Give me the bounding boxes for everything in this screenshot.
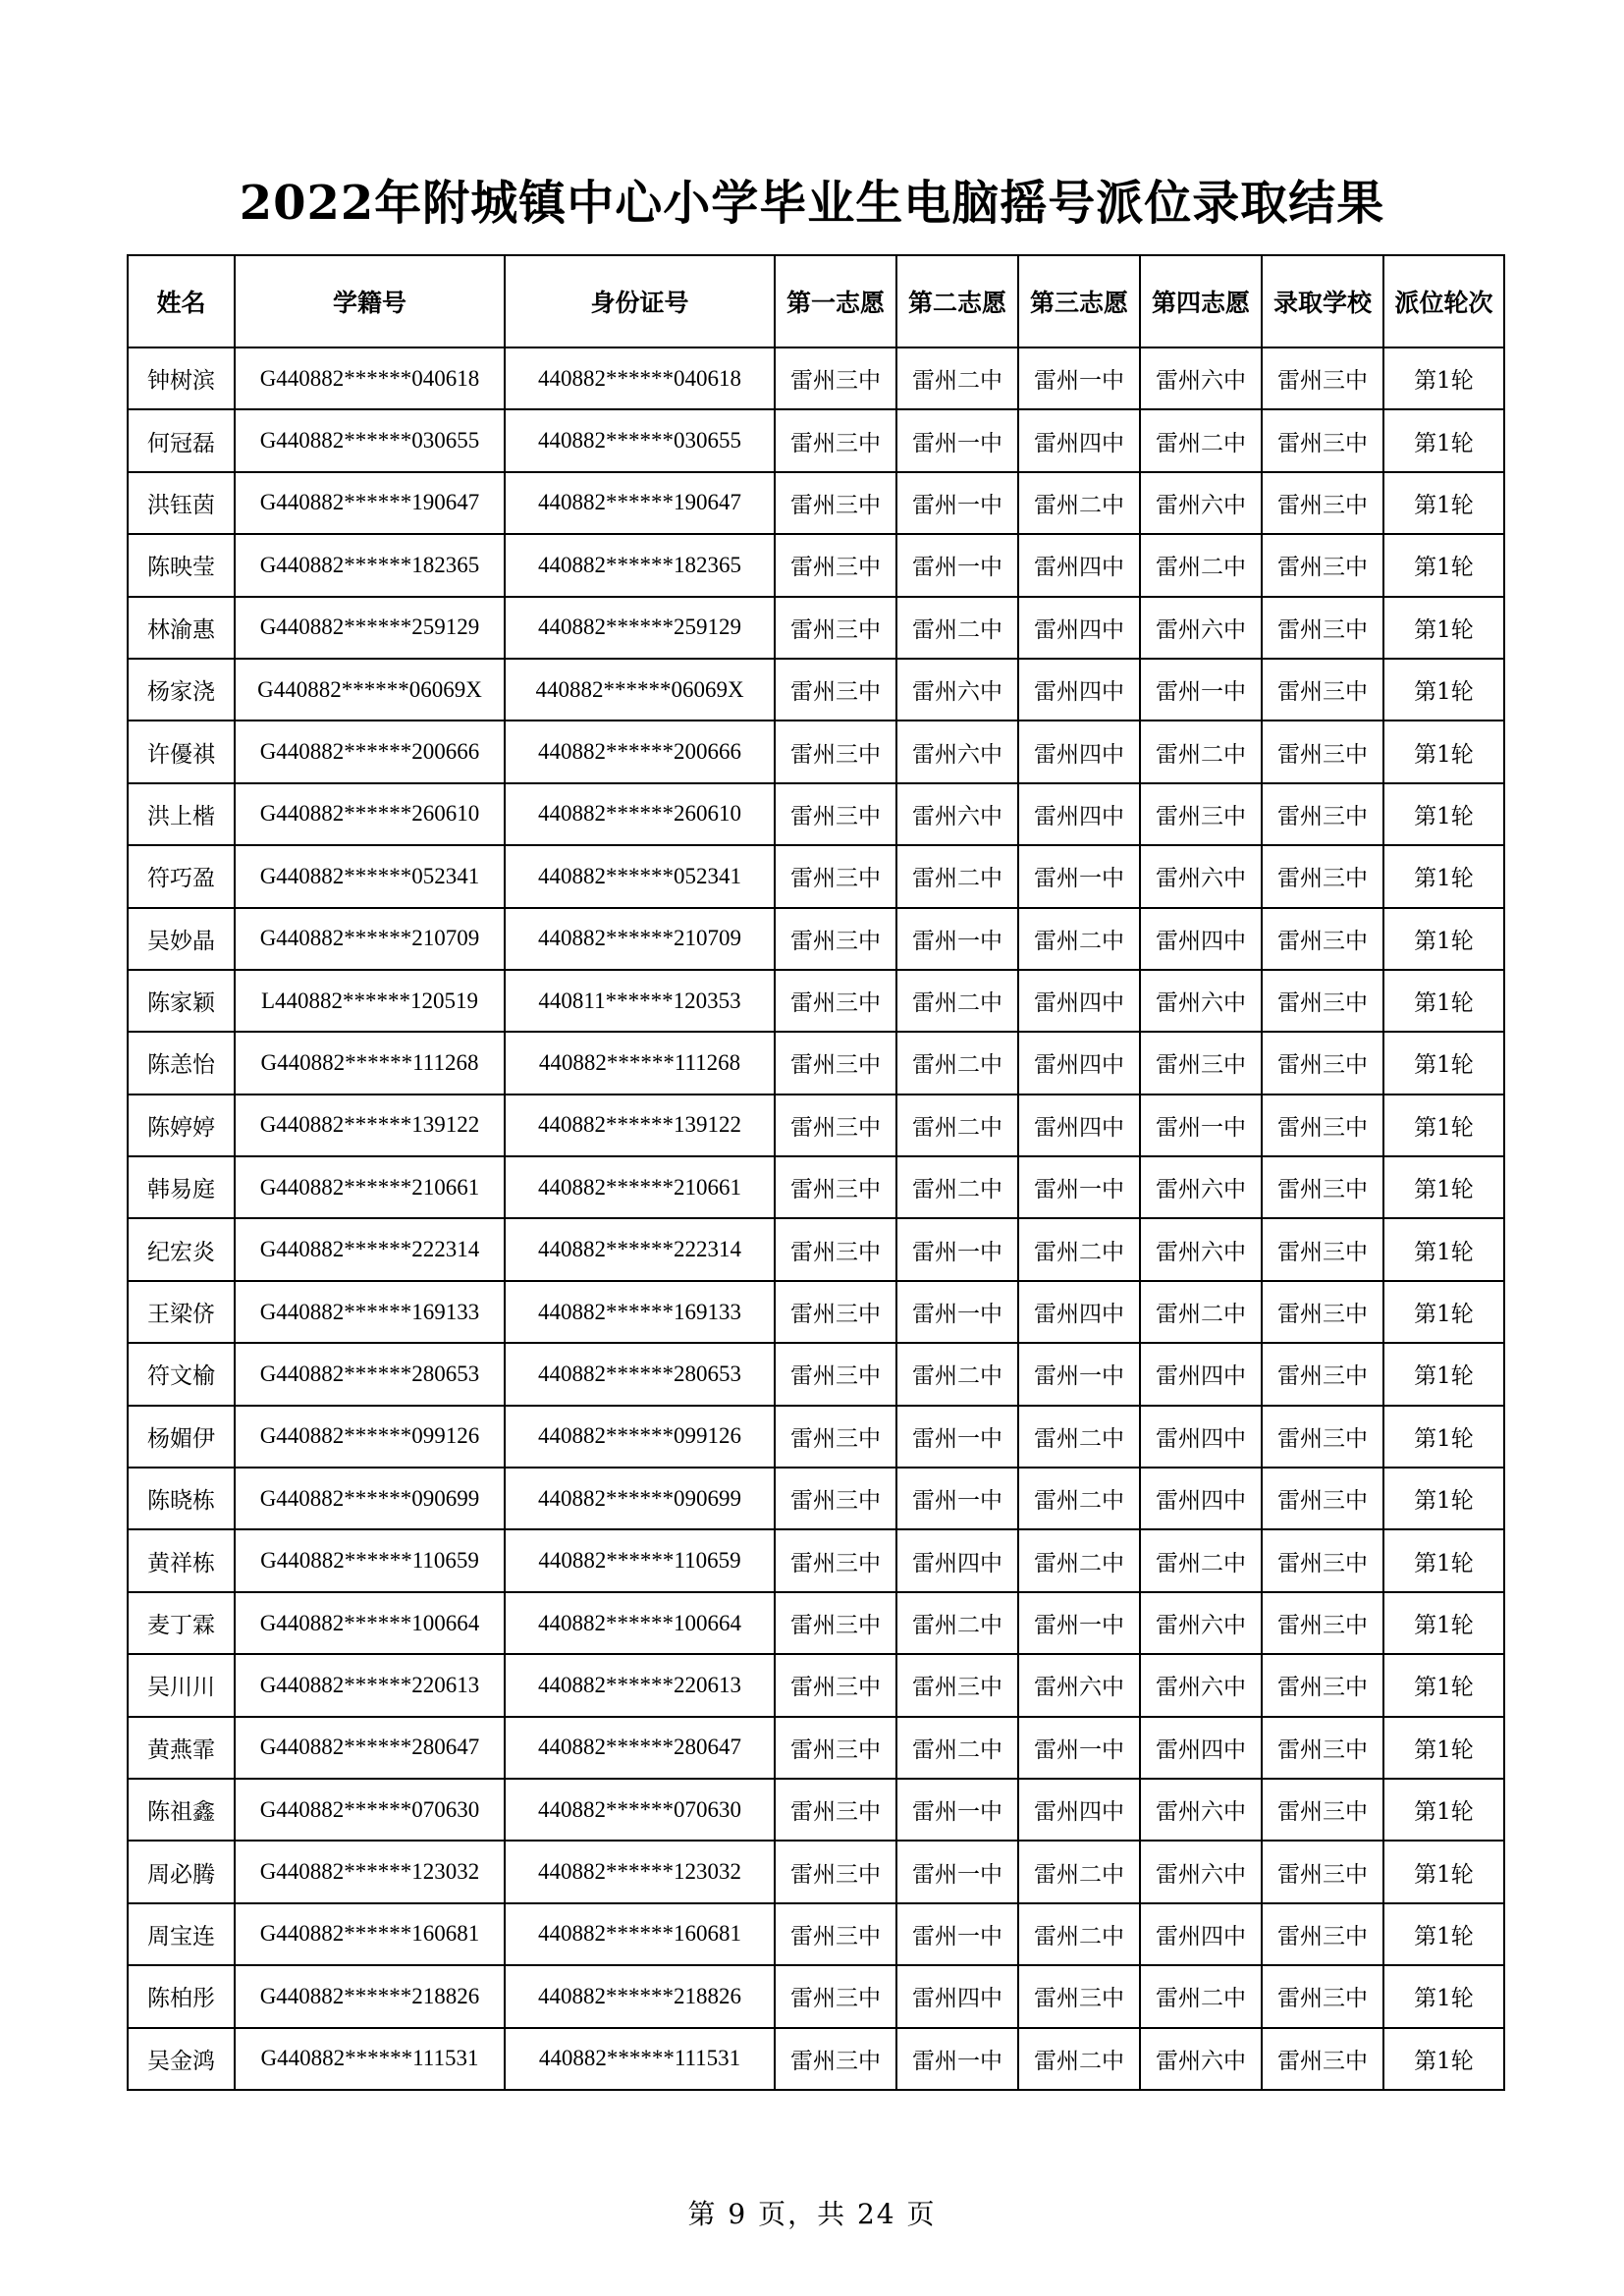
cell-student-name: 王梁侪 <box>128 1281 235 1343</box>
cell-student-name: 何冠磊 <box>128 409 235 471</box>
cell-student-name: 韩易庭 <box>128 1156 235 1218</box>
cell-student-id: G440882******160681 <box>235 1903 505 1965</box>
table-row <box>128 1095 1504 1156</box>
cell-choice-4: 雷州二中 <box>1140 1529 1262 1591</box>
cell-id-card: 440882******260610 <box>505 783 775 845</box>
cell-admitted-school: 雷州三中 <box>1262 1095 1383 1156</box>
header-choice-4: 第四志愿 <box>1140 255 1262 347</box>
cell-choice-1: 雷州三中 <box>775 1654 896 1716</box>
cell-student-id: G440882******06069X <box>235 659 505 721</box>
cell-round: 第1轮 <box>1383 1095 1504 1156</box>
header-round: 派位轮次 <box>1383 255 1504 347</box>
cell-choice-3: 雷州四中 <box>1018 1032 1140 1094</box>
table-row <box>128 1343 1504 1405</box>
table-row <box>128 1218 1504 1280</box>
cell-admitted-school: 雷州三中 <box>1262 1218 1383 1280</box>
cell-choice-2: 雷州一中 <box>896 2028 1018 2090</box>
cell-round: 第1轮 <box>1383 534 1504 596</box>
cell-student-name: 陈柏彤 <box>128 1965 235 2027</box>
cell-student-id: G440882******111531 <box>235 2028 505 2090</box>
cell-round: 第1轮 <box>1383 659 1504 721</box>
cell-admitted-school: 雷州三中 <box>1262 1032 1383 1094</box>
cell-choice-4: 雷州四中 <box>1140 1903 1262 1965</box>
table-row <box>128 1903 1504 1965</box>
cell-choice-2: 雷州一中 <box>896 1218 1018 1280</box>
cell-id-card: 440882******100664 <box>505 1592 775 1654</box>
cell-student-name: 陈恙怡 <box>128 1032 235 1094</box>
table-row <box>128 970 1504 1032</box>
cell-choice-3: 雷州六中 <box>1018 1654 1140 1716</box>
cell-id-card: 440882******070630 <box>505 1779 775 1841</box>
cell-student-id: G440882******030655 <box>235 409 505 471</box>
cell-choice-4: 雷州一中 <box>1140 659 1262 721</box>
cell-admitted-school: 雷州三中 <box>1262 1468 1383 1529</box>
cell-student-name: 钟树滨 <box>128 347 235 409</box>
table-row <box>128 1965 1504 2027</box>
cell-choice-1: 雷州三中 <box>775 1406 896 1468</box>
table-row <box>128 1717 1504 1779</box>
cell-student-id: G440882******190647 <box>235 472 505 534</box>
cell-choice-1: 雷州三中 <box>775 659 896 721</box>
cell-choice-2: 雷州二中 <box>896 970 1018 1032</box>
table-row <box>128 721 1504 782</box>
cell-id-card: 440882******220613 <box>505 1654 775 1716</box>
table-row <box>128 409 1504 471</box>
cell-choice-4: 雷州六中 <box>1140 597 1262 659</box>
table-row <box>128 1032 1504 1094</box>
cell-choice-1: 雷州三中 <box>775 1717 896 1779</box>
cell-choice-1: 雷州三中 <box>775 1965 896 2027</box>
header-student-id: 学籍号 <box>235 255 505 347</box>
cell-choice-4: 雷州三中 <box>1140 1032 1262 1094</box>
cell-choice-1: 雷州三中 <box>775 845 896 907</box>
cell-admitted-school: 雷州三中 <box>1262 1903 1383 1965</box>
cell-admitted-school: 雷州三中 <box>1262 1529 1383 1591</box>
cell-choice-4: 雷州二中 <box>1140 1281 1262 1343</box>
cell-choice-3: 雷州一中 <box>1018 1156 1140 1218</box>
cell-choice-2: 雷州六中 <box>896 659 1018 721</box>
cell-id-card: 440882******030655 <box>505 409 775 471</box>
cell-choice-2: 雷州一中 <box>896 1903 1018 1965</box>
table-row <box>128 1281 1504 1343</box>
cell-choice-4: 雷州六中 <box>1140 472 1262 534</box>
cell-id-card: 440882******200666 <box>505 721 775 782</box>
cell-id-card: 440882******110659 <box>505 1529 775 1591</box>
cell-admitted-school: 雷州三中 <box>1262 783 1383 845</box>
cell-choice-3: 雷州二中 <box>1018 2028 1140 2090</box>
cell-student-id: G440882******210661 <box>235 1156 505 1218</box>
table-row <box>128 534 1504 596</box>
table-row <box>128 1156 1504 1218</box>
cell-choice-3: 雷州二中 <box>1018 472 1140 534</box>
cell-id-card: 440882******222314 <box>505 1218 775 1280</box>
cell-choice-4: 雷州二中 <box>1140 1965 1262 2027</box>
cell-choice-4: 雷州三中 <box>1140 783 1262 845</box>
cell-choice-4: 雷州四中 <box>1140 1406 1262 1468</box>
cell-admitted-school: 雷州三中 <box>1262 1654 1383 1716</box>
cell-choice-2: 雷州二中 <box>896 1156 1018 1218</box>
table-row <box>128 1841 1504 1902</box>
cell-student-name: 许優祺 <box>128 721 235 782</box>
cell-admitted-school: 雷州三中 <box>1262 1343 1383 1405</box>
cell-admitted-school: 雷州三中 <box>1262 908 1383 970</box>
cell-student-name: 洪钰茵 <box>128 472 235 534</box>
cell-student-id: L440882******120519 <box>235 970 505 1032</box>
cell-choice-4: 雷州六中 <box>1140 1779 1262 1841</box>
cell-choice-2: 雷州六中 <box>896 783 1018 845</box>
cell-choice-2: 雷州二中 <box>896 1032 1018 1094</box>
cell-choice-3: 雷州二中 <box>1018 1903 1140 1965</box>
cell-student-name: 陈晓栋 <box>128 1468 235 1529</box>
cell-student-id: G440882******200666 <box>235 721 505 782</box>
cell-student-name: 纪宏炎 <box>128 1218 235 1280</box>
cell-round: 第1轮 <box>1383 1903 1504 1965</box>
header-id-card: 身份证号 <box>505 255 775 347</box>
cell-round: 第1轮 <box>1383 1032 1504 1094</box>
cell-choice-3: 雷州二中 <box>1018 1406 1140 1468</box>
table-row <box>128 783 1504 845</box>
table-body <box>128 347 1504 2090</box>
cell-choice-2: 雷州二中 <box>896 1343 1018 1405</box>
cell-student-name: 麦丁霖 <box>128 1592 235 1654</box>
cell-student-name: 黄祥栋 <box>128 1529 235 1591</box>
cell-choice-1: 雷州三中 <box>775 721 896 782</box>
cell-choice-2: 雷州二中 <box>896 597 1018 659</box>
header-choice-1: 第一志愿 <box>775 255 896 347</box>
cell-choice-4: 雷州六中 <box>1140 845 1262 907</box>
cell-id-card: 440882******040618 <box>505 347 775 409</box>
cell-choice-2: 雷州二中 <box>896 347 1018 409</box>
cell-choice-4: 雷州四中 <box>1140 1717 1262 1779</box>
cell-id-card: 440882******280653 <box>505 1343 775 1405</box>
cell-admitted-school: 雷州三中 <box>1262 347 1383 409</box>
cell-student-name: 杨媚伊 <box>128 1406 235 1468</box>
cell-student-name: 吴妙晶 <box>128 908 235 970</box>
header-choice-2: 第二志愿 <box>896 255 1018 347</box>
header-choice-3: 第三志愿 <box>1018 255 1140 347</box>
cell-choice-2: 雷州一中 <box>896 534 1018 596</box>
cell-student-id: G440882******070630 <box>235 1779 505 1841</box>
cell-choice-3: 雷州三中 <box>1018 1965 1140 2027</box>
cell-round: 第1轮 <box>1383 970 1504 1032</box>
cell-choice-2: 雷州四中 <box>896 1529 1018 1591</box>
header-admitted-school: 录取学校 <box>1262 255 1383 347</box>
cell-choice-3: 雷州四中 <box>1018 659 1140 721</box>
cell-choice-4: 雷州六中 <box>1140 1156 1262 1218</box>
cell-round: 第1轮 <box>1383 908 1504 970</box>
cell-student-name: 林渝惠 <box>128 597 235 659</box>
cell-choice-2: 雷州三中 <box>896 1654 1018 1716</box>
cell-student-id: G440882******139122 <box>235 1095 505 1156</box>
cell-round: 第1轮 <box>1383 845 1504 907</box>
cell-admitted-school: 雷州三中 <box>1262 2028 1383 2090</box>
cell-choice-2: 雷州四中 <box>896 1965 1018 2027</box>
cell-admitted-school: 雷州三中 <box>1262 1406 1383 1468</box>
cell-choice-1: 雷州三中 <box>775 1343 896 1405</box>
table-row <box>128 472 1504 534</box>
cell-choice-2: 雷州一中 <box>896 409 1018 471</box>
cell-admitted-school: 雷州三中 <box>1262 1717 1383 1779</box>
cell-choice-4: 雷州一中 <box>1140 1095 1262 1156</box>
page-title: 2022年附城镇中心小学毕业生电脑摇号派位录取结果 <box>239 176 1385 231</box>
cell-student-id: G440882******220613 <box>235 1654 505 1716</box>
cell-student-name: 周宝连 <box>128 1903 235 1965</box>
cell-id-card: 440882******169133 <box>505 1281 775 1343</box>
cell-id-card: 440882******218826 <box>505 1965 775 2027</box>
cell-choice-3: 雷州四中 <box>1018 783 1140 845</box>
cell-choice-2: 雷州二中 <box>896 1717 1018 1779</box>
cell-choice-1: 雷州三中 <box>775 534 896 596</box>
cell-round: 第1轮 <box>1383 409 1504 471</box>
cell-student-name: 吴川川 <box>128 1654 235 1716</box>
cell-choice-3: 雷州一中 <box>1018 1343 1140 1405</box>
cell-round: 第1轮 <box>1383 1406 1504 1468</box>
cell-admitted-school: 雷州三中 <box>1262 659 1383 721</box>
cell-id-card: 440882******111268 <box>505 1032 775 1094</box>
table-row <box>128 845 1504 907</box>
cell-choice-2: 雷州一中 <box>896 908 1018 970</box>
cell-choice-4: 雷州六中 <box>1140 1218 1262 1280</box>
cell-id-card: 440882******123032 <box>505 1841 775 1902</box>
cell-choice-2: 雷州六中 <box>896 721 1018 782</box>
cell-choice-4: 雷州六中 <box>1140 2028 1262 2090</box>
cell-student-id: G440882******169133 <box>235 1281 505 1343</box>
cell-student-name: 陈婷婷 <box>128 1095 235 1156</box>
cell-round: 第1轮 <box>1383 597 1504 659</box>
cell-admitted-school: 雷州三中 <box>1262 534 1383 596</box>
cell-choice-2: 雷州一中 <box>896 472 1018 534</box>
header-name: 姓名 <box>128 255 235 347</box>
cell-admitted-school: 雷州三中 <box>1262 721 1383 782</box>
cell-round: 第1轮 <box>1383 1717 1504 1779</box>
cell-choice-4: 雷州六中 <box>1140 347 1262 409</box>
cell-choice-3: 雷州四中 <box>1018 1779 1140 1841</box>
table-row <box>128 347 1504 409</box>
cell-student-name: 黄燕霏 <box>128 1717 235 1779</box>
cell-choice-1: 雷州三中 <box>775 409 896 471</box>
cell-student-id: G440882******110659 <box>235 1529 505 1591</box>
cell-choice-2: 雷州一中 <box>896 1841 1018 1902</box>
cell-choice-3: 雷州四中 <box>1018 1095 1140 1156</box>
cell-choice-4: 雷州四中 <box>1140 1468 1262 1529</box>
cell-id-card: 440882******052341 <box>505 845 775 907</box>
cell-student-name: 吴金鸿 <box>128 2028 235 2090</box>
cell-choice-3: 雷州四中 <box>1018 721 1140 782</box>
cell-admitted-school: 雷州三中 <box>1262 845 1383 907</box>
cell-id-card: 440811******120353 <box>505 970 775 1032</box>
cell-student-id: G440882******111268 <box>235 1032 505 1094</box>
cell-choice-4: 雷州六中 <box>1140 1592 1262 1654</box>
cell-student-id: G440882******123032 <box>235 1841 505 1902</box>
cell-admitted-school: 雷州三中 <box>1262 1779 1383 1841</box>
cell-student-name: 符文榆 <box>128 1343 235 1405</box>
cell-round: 第1轮 <box>1383 1218 1504 1280</box>
cell-round: 第1轮 <box>1383 347 1504 409</box>
cell-admitted-school: 雷州三中 <box>1262 472 1383 534</box>
cell-choice-1: 雷州三中 <box>775 783 896 845</box>
cell-choice-4: 雷州二中 <box>1140 534 1262 596</box>
page-number: 第 9 页，共 24 页 <box>687 2198 937 2230</box>
cell-round: 第1轮 <box>1383 1965 1504 2027</box>
cell-choice-4: 雷州四中 <box>1140 908 1262 970</box>
cell-round: 第1轮 <box>1383 472 1504 534</box>
cell-id-card: 440882******160681 <box>505 1903 775 1965</box>
cell-choice-2: 雷州一中 <box>896 1406 1018 1468</box>
cell-choice-1: 雷州三中 <box>775 1841 896 1902</box>
cell-student-id: G440882******099126 <box>235 1406 505 1468</box>
cell-choice-1: 雷州三中 <box>775 1592 896 1654</box>
cell-round: 第1轮 <box>1383 1779 1504 1841</box>
cell-student-name: 洪上楷 <box>128 783 235 845</box>
table-row <box>128 1468 1504 1529</box>
cell-choice-2: 雷州二中 <box>896 1095 1018 1156</box>
cell-admitted-school: 雷州三中 <box>1262 1841 1383 1902</box>
cell-student-id: G440882******218826 <box>235 1965 505 2027</box>
cell-round: 第1轮 <box>1383 1841 1504 1902</box>
header-row <box>128 255 1504 347</box>
cell-choice-3: 雷州一中 <box>1018 1592 1140 1654</box>
cell-choice-3: 雷州四中 <box>1018 597 1140 659</box>
cell-choice-3: 雷州一中 <box>1018 845 1140 907</box>
cell-choice-4: 雷州六中 <box>1140 1654 1262 1716</box>
cell-choice-4: 雷州二中 <box>1140 409 1262 471</box>
cell-admitted-school: 雷州三中 <box>1262 970 1383 1032</box>
cell-id-card: 440882******210661 <box>505 1156 775 1218</box>
cell-student-id: G440882******040618 <box>235 347 505 409</box>
cell-student-id: G440882******222314 <box>235 1218 505 1280</box>
cell-choice-2: 雷州一中 <box>896 1281 1018 1343</box>
cell-choice-3: 雷州二中 <box>1018 1841 1140 1902</box>
cell-choice-3: 雷州一中 <box>1018 1717 1140 1779</box>
cell-choice-3: 雷州一中 <box>1018 347 1140 409</box>
cell-choice-1: 雷州三中 <box>775 2028 896 2090</box>
cell-id-card: 440882******139122 <box>505 1095 775 1156</box>
cell-round: 第1轮 <box>1383 1654 1504 1716</box>
cell-choice-2: 雷州一中 <box>896 1468 1018 1529</box>
cell-choice-1: 雷州三中 <box>775 347 896 409</box>
table-row <box>128 659 1504 721</box>
table-row <box>128 2028 1504 2090</box>
cell-student-name: 杨家浇 <box>128 659 235 721</box>
cell-round: 第1轮 <box>1383 1343 1504 1405</box>
cell-choice-1: 雷州三中 <box>775 1529 896 1591</box>
cell-student-name: 陈映莹 <box>128 534 235 596</box>
cell-student-name: 陈家颖 <box>128 970 235 1032</box>
cell-id-card: 440882******099126 <box>505 1406 775 1468</box>
cell-choice-1: 雷州三中 <box>775 1468 896 1529</box>
cell-choice-4: 雷州六中 <box>1140 970 1262 1032</box>
table-row <box>128 1592 1504 1654</box>
cell-choice-1: 雷州三中 <box>775 1218 896 1280</box>
cell-student-id: G440882******260610 <box>235 783 505 845</box>
table-row <box>128 1406 1504 1468</box>
cell-student-id: G440882******259129 <box>235 597 505 659</box>
cell-round: 第1轮 <box>1383 1468 1504 1529</box>
cell-id-card: 440882******06069X <box>505 659 775 721</box>
cell-choice-2: 雷州一中 <box>896 1779 1018 1841</box>
cell-id-card: 440882******280647 <box>505 1717 775 1779</box>
cell-choice-1: 雷州三中 <box>775 472 896 534</box>
cell-choice-3: 雷州二中 <box>1018 1218 1140 1280</box>
table-row <box>128 1779 1504 1841</box>
cell-choice-3: 雷州四中 <box>1018 534 1140 596</box>
cell-id-card: 440882******182365 <box>505 534 775 596</box>
cell-choice-3: 雷州二中 <box>1018 1468 1140 1529</box>
admission-results-table <box>127 254 1505 2091</box>
cell-admitted-school: 雷州三中 <box>1262 1965 1383 2027</box>
cell-admitted-school: 雷州三中 <box>1262 1281 1383 1343</box>
cell-choice-3: 雷州二中 <box>1018 1529 1140 1591</box>
cell-student-id: G440882******090699 <box>235 1468 505 1529</box>
cell-choice-1: 雷州三中 <box>775 597 896 659</box>
cell-student-id: G440882******182365 <box>235 534 505 596</box>
cell-student-id: G440882******052341 <box>235 845 505 907</box>
cell-choice-2: 雷州二中 <box>896 1592 1018 1654</box>
cell-round: 第1轮 <box>1383 783 1504 845</box>
cell-choice-1: 雷州三中 <box>775 1281 896 1343</box>
cell-id-card: 440882******111531 <box>505 2028 775 2090</box>
cell-round: 第1轮 <box>1383 1156 1504 1218</box>
cell-choice-1: 雷州三中 <box>775 1156 896 1218</box>
cell-choice-1: 雷州三中 <box>775 1903 896 1965</box>
cell-choice-1: 雷州三中 <box>775 1095 896 1156</box>
table-row <box>128 1654 1504 1716</box>
cell-id-card: 440882******210709 <box>505 908 775 970</box>
cell-admitted-school: 雷州三中 <box>1262 1156 1383 1218</box>
cell-id-card: 440882******190647 <box>505 472 775 534</box>
cell-student-name: 陈祖鑫 <box>128 1779 235 1841</box>
cell-round: 第1轮 <box>1383 2028 1504 2090</box>
cell-choice-1: 雷州三中 <box>775 970 896 1032</box>
cell-choice-4: 雷州四中 <box>1140 1343 1262 1405</box>
cell-round: 第1轮 <box>1383 1281 1504 1343</box>
cell-choice-1: 雷州三中 <box>775 908 896 970</box>
cell-student-id: G440882******100664 <box>235 1592 505 1654</box>
cell-choice-3: 雷州四中 <box>1018 409 1140 471</box>
cell-choice-4: 雷州二中 <box>1140 721 1262 782</box>
cell-choice-3: 雷州四中 <box>1018 970 1140 1032</box>
table-row <box>128 1529 1504 1591</box>
cell-round: 第1轮 <box>1383 1592 1504 1654</box>
cell-choice-3: 雷州四中 <box>1018 1281 1140 1343</box>
cell-student-id: G440882******280653 <box>235 1343 505 1405</box>
cell-admitted-school: 雷州三中 <box>1262 1592 1383 1654</box>
cell-student-id: G440882******210709 <box>235 908 505 970</box>
cell-student-id: G440882******280647 <box>235 1717 505 1779</box>
cell-round: 第1轮 <box>1383 1529 1504 1591</box>
cell-round: 第1轮 <box>1383 721 1504 782</box>
cell-admitted-school: 雷州三中 <box>1262 409 1383 471</box>
cell-student-name: 符巧盈 <box>128 845 235 907</box>
cell-choice-1: 雷州三中 <box>775 1779 896 1841</box>
cell-choice-3: 雷州二中 <box>1018 908 1140 970</box>
cell-id-card: 440882******090699 <box>505 1468 775 1529</box>
cell-student-name: 周必腾 <box>128 1841 235 1902</box>
cell-choice-1: 雷州三中 <box>775 1032 896 1094</box>
table-row <box>128 908 1504 970</box>
cell-admitted-school: 雷州三中 <box>1262 597 1383 659</box>
cell-choice-2: 雷州二中 <box>896 845 1018 907</box>
table-row <box>128 597 1504 659</box>
cell-choice-4: 雷州六中 <box>1140 1841 1262 1902</box>
cell-id-card: 440882******259129 <box>505 597 775 659</box>
